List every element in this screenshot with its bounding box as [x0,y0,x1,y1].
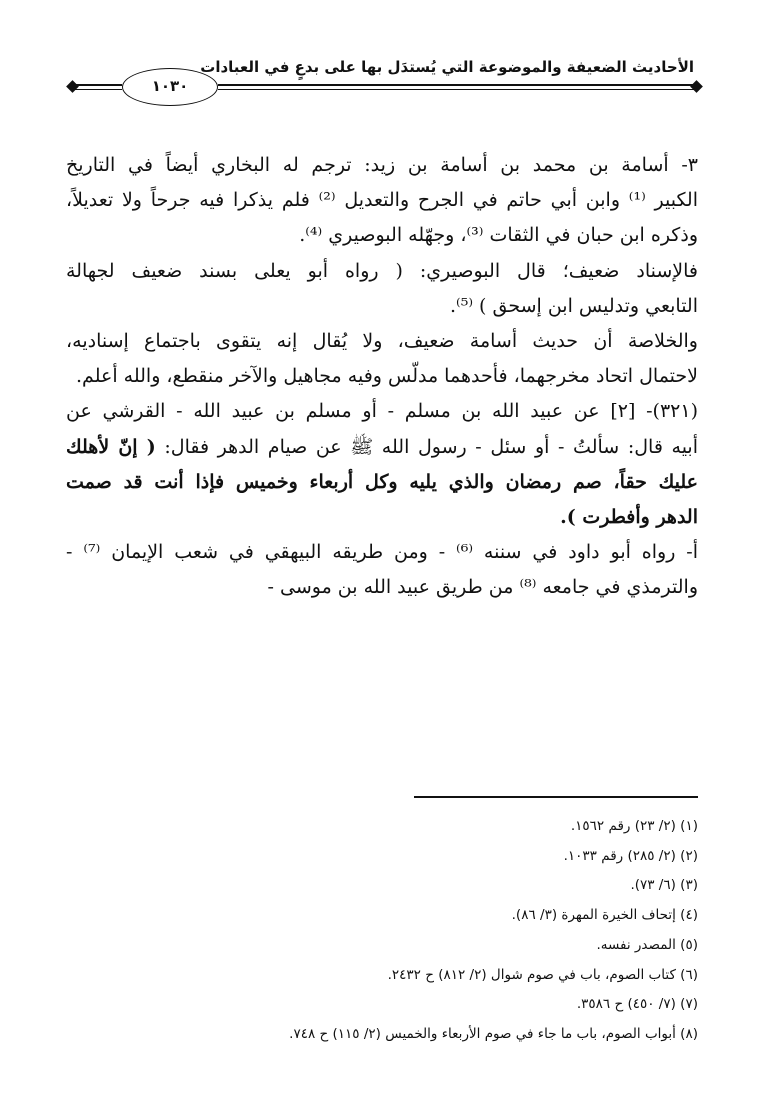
diamond-ornament-right-icon [690,80,703,93]
footnote: (١) (٢/ ٢٣) رقم ١٥٦٢. [570,818,698,834]
header-rule-left-thick [72,84,122,86]
text-line: ٣- أسامة بن محمد بن أسامة بن زيد: ترجم له البخاري أيضاً في التاريخ [66,154,698,176]
text-line: والترمذي في جامعه ⁽⁸⁾ من طريق عبيد الله بن موسى - [267,576,698,599]
footnote: (٨) أبواب الصوم، باب ما جاء في صوم الأربعاء والخميس (٢/ ١١٥) ح ٧٤٨. [289,1025,698,1042]
text-line: والخلاصة أن حديث أسامة ضعيف، ولا يُقال إنه يتقوى باجتماع إسناديه، [66,330,698,353]
footnote-separator [414,796,698,798]
footnote: (٧) (٧/ ٤٥٠) ح ٣٥٨٦. [576,996,698,1013]
page-number: ١٠٣٠ [122,68,218,106]
header-rule-thick [218,84,698,86]
hadith-line [66,430,698,465]
footnote: (٦) كتاب الصوم، باب في صوم شوال (٢/ ٨١٢) ح ٢٤٣٢. [387,966,698,983]
text-line: أ- رواه أبو داود في سننه ⁽⁶⁾ - ومن طريقه البيهقي في شعب الإيمان ⁽⁷⁾ - [66,541,698,564]
footnote: (٢) (٢/ ٢٨٥) رقم ١٠٣٣. [563,847,698,864]
text-line: التابعي وتدليس ابن إسحق ) ⁽⁵⁾. [449,294,698,317]
text-line: وذكره ابن حبان في الثقات ⁽³⁾، وجهّله البوصيري ⁽⁴⁾. [299,224,698,247]
page-header [66,52,698,108]
footnote: (٥) المصدر نفسه. [596,936,698,953]
footnote: (٤) إتحاف الخيرة المهرة (٣/ ٨٦). [511,907,698,924]
header-rule-left-thin [72,89,122,90]
main-text [66,148,698,606]
hadith-matn-end: الدهر وأفطرت ). [560,506,698,529]
hadith-matn-start: ( إنّ لأهلك [66,435,156,458]
diamond-ornament-left-icon [66,80,79,93]
text-line: (٣٢١)- [٢] عن عبيد الله بن مسلم - أو مسلم بن عبيد الله - القرشي عن [66,400,698,423]
text-line: فالإسناد ضعيف؛ قال البوصيري: ( رواه أبو يعلى بسند ضعيف لجهالة [66,259,698,282]
text-line: لاحتمال اتحاد مخرجهما، فأحدهما مدلّس وفيه مجاهيل والآخر منقطع، والله أعلم. [76,365,698,388]
running-title: الأحاديث الضعيفة والموضوعة التي يُستدَل بها على بدعٍ في العبادات [200,58,694,76]
footnote: (٣) (٦/ ٧٣). [630,877,698,894]
hadith-matn: عليك حقاً، صم رمضان والذي يليه وكل أربعاء وخميس فإذا أنت قد صمت [66,470,698,493]
hadith-intro: أبيه قال: سألتُ - أو سئل - رسول الله ﷺ عن صيام الدهر فقال: [155,435,698,458]
header-rule-thin [218,89,698,90]
text-line: الكبير ⁽¹⁾ وابن أبي حاتم في الجرح والتعديل ⁽²⁾ فلم يذكرا فيه جرحاً ولا تعديلاً، [66,189,699,212]
footnotes [200,812,698,1050]
